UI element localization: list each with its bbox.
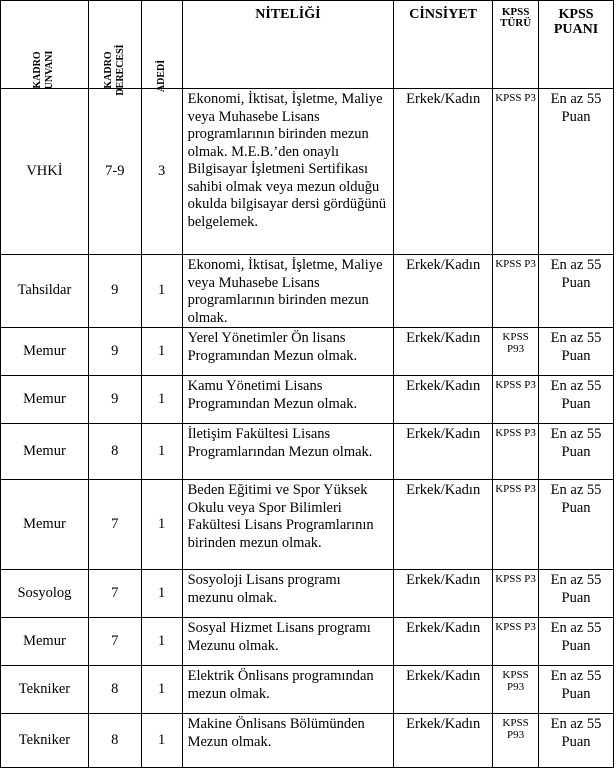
table-row [1, 376, 614, 424]
kpss-turu-cell: KPSS P93 [493, 714, 539, 768]
table-row [1, 570, 614, 618]
cinsiyet-cell: Erkek/Kadın [394, 480, 493, 570]
derece-cell: 7 [88, 570, 141, 618]
table-body [1, 89, 614, 768]
cinsiyet-cell: Erkek/Kadın [394, 424, 493, 480]
nitelik-cell: İletişim Fakültesi Lisans Programlarından Mezun olmak. [182, 424, 394, 480]
kpss-puani-cell: En az 55 Puan [539, 424, 614, 480]
unvan-cell: Memur [1, 376, 89, 424]
derece-cell: 7-9 [88, 89, 141, 255]
derece-cell: 8 [88, 714, 141, 768]
adet-cell: 1 [141, 666, 182, 714]
unvan-cell: Tahsildar [1, 255, 89, 328]
kpss-puani-cell: En az 55 Puan [539, 666, 614, 714]
kpss-puani-cell: En az 55 Puan [539, 328, 614, 376]
header-niteligi: NİTELİĞİ [182, 1, 394, 89]
unvan-cell: Memur [1, 480, 89, 570]
kpss-turu-cell: KPSS P93 [493, 328, 539, 376]
table-row [1, 666, 614, 714]
kpss-puani-cell: En az 55 Puan [539, 480, 614, 570]
cinsiyet-cell: Erkek/Kadın [394, 89, 493, 255]
cinsiyet-cell: Erkek/Kadın [394, 570, 493, 618]
nitelik-cell: Makine Önlisans Bölümünden Mezun olmak. [182, 714, 394, 768]
cinsiyet-cell: Erkek/Kadın [394, 376, 493, 424]
adet-cell: 1 [141, 376, 182, 424]
header-cinsiyet: CİNSİYET [394, 1, 493, 89]
kpss-puani-cell: En az 55 Puan [539, 255, 614, 328]
derece-cell: 7 [88, 618, 141, 666]
header-kadro-derecesi: KADRO DERECESİ [88, 1, 141, 89]
unvan-cell: Memur [1, 328, 89, 376]
derece-cell: 9 [88, 328, 141, 376]
kpss-turu-cell: KPSS P3 [493, 618, 539, 666]
table-row [1, 89, 614, 255]
unvan-cell: Memur [1, 618, 89, 666]
nitelik-cell: Kamu Yönetimi Lisans Programından Mezun olmak. [182, 376, 394, 424]
adet-cell: 1 [141, 424, 182, 480]
table-row [1, 480, 614, 570]
adet-cell: 3 [141, 89, 182, 255]
table-row [1, 618, 614, 666]
kpss-turu-cell: KPSS P3 [493, 570, 539, 618]
header-kadro-unvani: KADRO UNVANI [1, 1, 89, 89]
kpss-puani-cell: En az 55 Puan [539, 714, 614, 768]
kpss-puani-cell: En az 55 Puan [539, 89, 614, 255]
header-kpss-puani: KPSS PUANI [539, 1, 614, 89]
derece-cell: 7 [88, 480, 141, 570]
adet-cell: 1 [141, 714, 182, 768]
adet-cell: 1 [141, 255, 182, 328]
nitelik-cell: Sosyal Hizmet Lisans programı Mezunu olmak. [182, 618, 394, 666]
unvan-cell: Memur [1, 424, 89, 480]
table-row [1, 255, 614, 328]
nitelik-cell: Ekonomi, İktisat, İşletme, Maliye veya Muhasebe Lisans programlarının birinden mezun olmak. [182, 255, 394, 328]
adet-cell: 1 [141, 570, 182, 618]
kpss-turu-cell: KPSS P3 [493, 480, 539, 570]
kpss-turu-cell: KPSS P3 [493, 376, 539, 424]
unvan-cell: Tekniker [1, 666, 89, 714]
cinsiyet-cell: Erkek/Kadın [394, 666, 493, 714]
kpss-puani-cell: En az 55 Puan [539, 376, 614, 424]
kpss-puani-cell: En az 55 Puan [539, 570, 614, 618]
cinsiyet-cell: Erkek/Kadın [394, 255, 493, 328]
table-row [1, 424, 614, 480]
unvan-cell: VHKİ [1, 89, 89, 255]
header-row [1, 1, 614, 89]
adet-cell: 1 [141, 480, 182, 570]
kpss-puani-cell: En az 55 Puan [539, 618, 614, 666]
nitelik-cell: Ekonomi, İktisat, İşletme, Maliye veya Muhasebe Lisans programlarının birinden mezun olmak. M.E.B.’den onaylı Bilgisayar İşletmeni Sertifikası sahibi olmak veya mezun olduğu okulda bilgisayar dersi gördüğünü belgelemek. [182, 89, 394, 255]
nitelik-cell: Sosyoloji Lisans programı mezunu olmak. [182, 570, 394, 618]
derece-cell: 8 [88, 666, 141, 714]
unvan-cell: Tekniker [1, 714, 89, 768]
derece-cell: 9 [88, 376, 141, 424]
unvan-cell: Sosyolog [1, 570, 89, 618]
header-kpss-turu: KPSS TÜRÜ [493, 1, 539, 89]
kpss-turu-cell: KPSS P3 [493, 89, 539, 255]
adet-cell: 1 [141, 618, 182, 666]
kpss-turu-cell: KPSS P3 [493, 424, 539, 480]
header-adedi: ADEDİ [141, 1, 182, 89]
derece-cell: 9 [88, 255, 141, 328]
kpss-turu-cell: KPSS P3 [493, 255, 539, 328]
table-row [1, 714, 614, 768]
adet-cell: 1 [141, 328, 182, 376]
table-row [1, 328, 614, 376]
kpss-turu-cell: KPSS P93 [493, 666, 539, 714]
cinsiyet-cell: Erkek/Kadın [394, 328, 493, 376]
nitelik-cell: Yerel Yönetimler Ön lisans Programından Mezun olmak. [182, 328, 394, 376]
derece-cell: 8 [88, 424, 141, 480]
nitelik-cell: Beden Eğitimi ve Spor Yüksek Okulu veya Spor Bilimleri Fakültesi Lisans Programlarının birinden mezun olmak. [182, 480, 394, 570]
cinsiyet-cell: Erkek/Kadın [394, 714, 493, 768]
cinsiyet-cell: Erkek/Kadın [394, 618, 493, 666]
nitelik-cell: Elektrik Önlisans programından mezun olmak. [182, 666, 394, 714]
